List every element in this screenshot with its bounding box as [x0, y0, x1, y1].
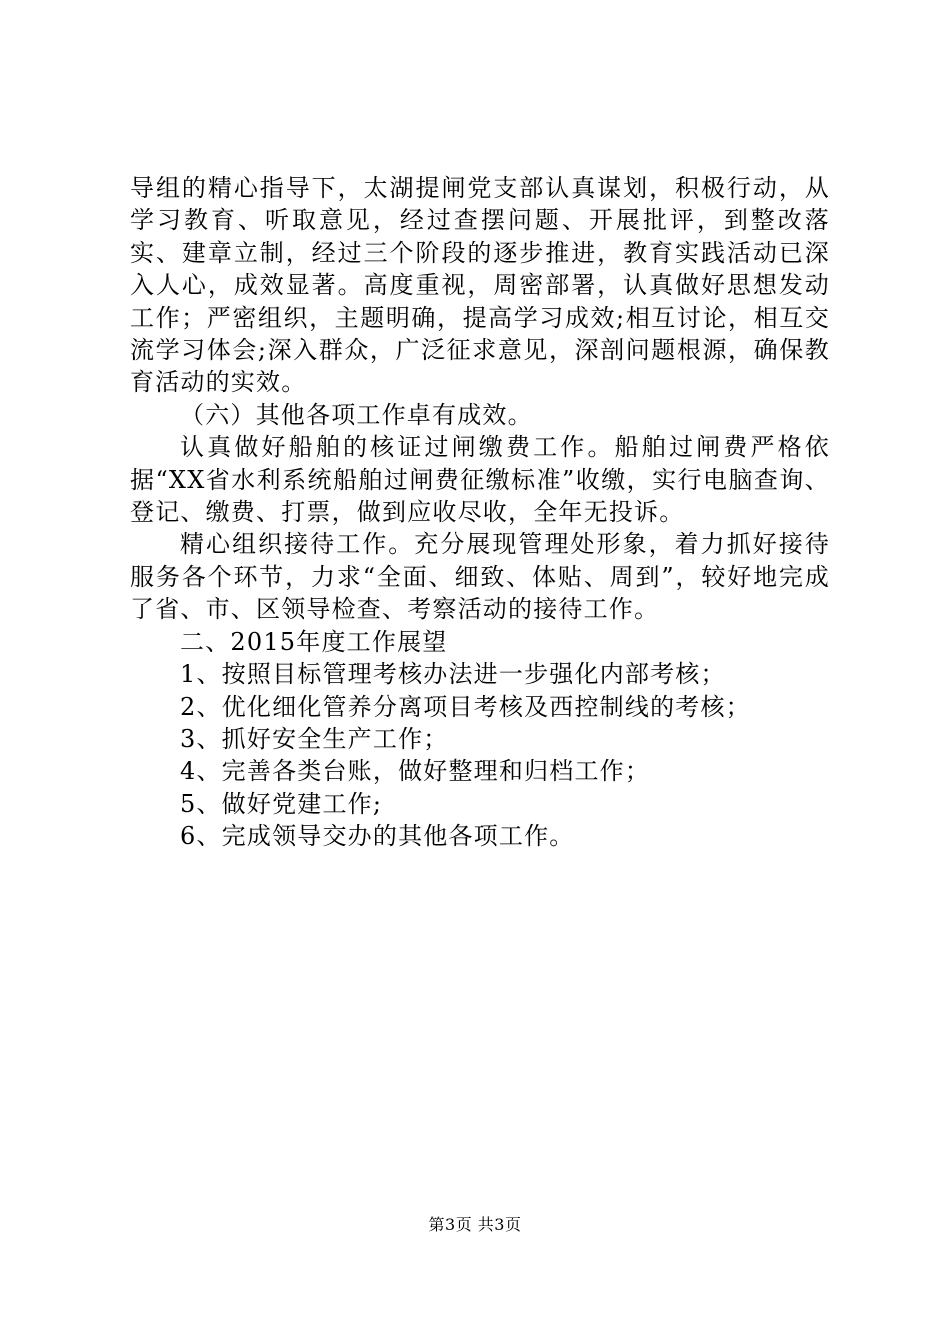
paragraph-party-education: 导组的精心指导下，太湖提闸党支部认真谋划，积极行动，从学习教育、听取意见，经过查摆问题、开展批评，到整改落实、建章立制，经过三个阶段的逐步推进，教育实践活动已深入人心，成效显著。高度重视，周密部署，认真做好思想发动工作；严密组织，主题明确，提高学习成效;相互讨论，相互交流学习体会;深入群众，广泛征求意见，深剖问题根源，确保教育活动的实效。	[130, 174, 830, 397]
paragraph-reception-work: 精心组织接待工作。充分展现管理处形象，着力抓好接待服务各个环节，力求“全面、细致、体贴、周到”，较好地完成了省、市、区领导检查、考察活动的接待工作。	[130, 530, 830, 624]
list-item: 5、做好党建工作;	[180, 789, 383, 818]
list-item: 1、按照目标管理考核办法进一步强化内部考核；	[180, 660, 726, 689]
section-heading-other-work: （六）其他各项工作卓有成效。	[180, 400, 533, 429]
list-item: 3、抓好安全生产工作；	[180, 724, 449, 753]
document-body	[130, 172, 830, 853]
page-number-footer: 第3页 共3页	[428, 1215, 522, 1234]
list-item: 6、完成领导交办的其他各项工作。	[180, 822, 575, 851]
paragraph-ship-fees: 认真做好船舶的核证过闸缴费工作。船舶过闸费严格依据“XX省水利系统船舶过闸费征缴标准”收缴，实行电脑查询、登记、缴费、打票，做到应收尽收，全年无投诉。	[130, 433, 830, 527]
list-item: 4、完善各类台账，做好整理和归档工作；	[180, 757, 651, 786]
list-item: 2、优化细化管养分离项目考核及西控制线的考核；	[180, 692, 751, 721]
section-heading-outlook: 二、2015年度工作展望	[180, 627, 448, 656]
